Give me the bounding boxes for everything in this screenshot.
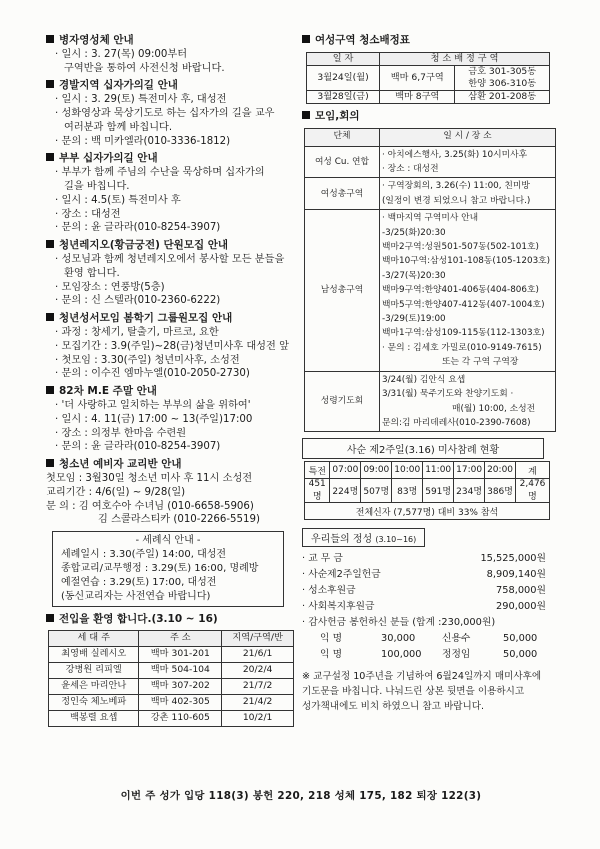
donor-name: 익 명: [320, 649, 343, 661]
detail-line: (일정이 변경 되었으니 참고 바랍니다.): [382, 195, 531, 206]
couple-line: · 문의 : 윤 글라라(010-8254-3907): [55, 222, 221, 234]
mass-title: 사순 제2주일(3.16) 미사참례 현황: [302, 438, 544, 459]
householder-cell: 백봉렬 요셉: [49, 710, 139, 726]
offering-label: · 사회복지후원금: [302, 601, 375, 613]
offering-period: (3.10~16): [375, 535, 417, 545]
me-title: 82차 M.E 주말 안내: [59, 385, 157, 398]
table-row: [305, 146, 556, 178]
group-cell: 여성총구역: [305, 178, 380, 210]
cross-line: 여러분과 함께 바칩니다.: [64, 121, 173, 133]
youth-line: 교리기간 : 4/6(일) ~ 9/28(일): [46, 486, 186, 498]
column-header: 주 소: [139, 630, 222, 646]
mass-count-cell: 83명: [392, 479, 423, 503]
table-row: [307, 65, 550, 90]
couple-line: 길을 바칩니다.: [64, 180, 130, 192]
detail-line: -3/29(토)19:00: [382, 314, 446, 325]
detail-line: 3/31(월) 묵주기도와 찬양기도회 ·: [382, 389, 514, 400]
column-header: 일 시 / 장 소: [380, 128, 556, 146]
couple-title: 부부 십자가의길 안내: [59, 152, 158, 165]
table-row: [305, 503, 550, 520]
notice-line: 성가책내에도 비치 하였으니 참고 바랍니다.: [302, 701, 485, 713]
anoint-title: 병자영성체 안내: [59, 34, 134, 46]
address-cell: 백마 402-305: [139, 694, 222, 710]
meetings-section: [302, 110, 558, 433]
notice-text: [302, 669, 558, 714]
detail-line: 금호 301-305동: [468, 65, 537, 77]
district-cell: 21/4/2: [222, 694, 294, 710]
detail-line: 백마9구역:한양401-406동(404-806호): [382, 285, 539, 296]
table-header-row: [305, 128, 556, 146]
baptism-line: 예절연습 : 3.29(토) 17:00, 대성전: [61, 577, 217, 589]
cross-title: 경발지역 십자가의길 안내: [59, 79, 178, 92]
baptism-title: - 세례식 안내 -: [135, 535, 201, 547]
district-cell: 21/7/2: [222, 678, 294, 694]
table-row: [305, 210, 556, 371]
anoint-line: 구역반을 통하여 사전신청 바랍니다.: [64, 62, 225, 74]
mass-time-cell: 07:00: [330, 462, 361, 479]
detail-line: · 아치에스행사, 3.25(화) 10시미사후: [382, 149, 528, 160]
baptism-line: (동신교리자는 사전연습 바랍니다): [61, 591, 211, 603]
cleaning-title: 여성구역 청소배정표: [315, 34, 410, 46]
anoint-line: · 일시 : 3. 27(목) 09:00부터: [55, 48, 188, 60]
square-bullet-icon: [46, 313, 54, 321]
couple-line: · 장소 : 대성전: [55, 208, 121, 220]
offering-amount: 290,000원: [496, 601, 546, 613]
column-header: 일 자: [307, 52, 380, 65]
group-cell: 남성총구역: [305, 210, 380, 371]
offering-list: [302, 551, 558, 663]
area-cell: 백마 6,7구역: [380, 65, 455, 90]
bible-line: · 문의 : 이수진 엠마누엘(010-2050-2730): [55, 368, 250, 380]
donor-row: [302, 631, 564, 647]
square-bullet-icon: [46, 35, 54, 43]
donor-name: 정정임: [442, 649, 471, 661]
welcome-section: [46, 613, 300, 727]
me-line: · 문의 : 윤 글라라(010-8254-3907): [55, 441, 221, 453]
table-header-row: [307, 52, 550, 65]
cross-section: [46, 79, 300, 148]
district-cell: 10/2/1: [222, 710, 294, 726]
detail-line: 3/24(월) 김안식 요셉: [382, 374, 466, 385]
detail-line: 매(월) 10:00, 소성전: [452, 403, 536, 414]
detail-cell: [455, 65, 550, 90]
mass-time-cell: 10:00: [392, 462, 423, 479]
mass-time-cell: 20:00: [485, 462, 516, 479]
table-row: [305, 371, 556, 432]
detail-line: · 백마지역 구역미사 안내: [382, 213, 479, 224]
youth-title: 청소년 예비자 교리반 안내: [59, 458, 182, 471]
table-row: [49, 710, 294, 726]
square-bullet-icon: [46, 80, 54, 88]
bible-title: 청년성서모임 봄학기 그룹원모집 안내: [59, 312, 233, 325]
me-section: [46, 385, 300, 454]
left-column: [46, 34, 300, 731]
legio-line: · 성모님과 함께 청년레지오에서 봉사할 모든 분들을: [55, 253, 285, 265]
square-bullet-icon: [46, 386, 54, 394]
offering-label: · 감사헌금 봉헌하신 분들 (합계 :230,000원): [302, 617, 496, 629]
table-row: [307, 90, 550, 103]
detail-line: · 장소 : 대성전: [382, 164, 439, 174]
youth-line: 문 의 : 김 여호수아 수녀님 (010-6658-5906): [46, 500, 254, 512]
table-header-row: [305, 462, 550, 479]
bible-line: · 과정 : 창세기, 탈출기, 마르코, 요한: [55, 326, 219, 338]
cleaning-section: [302, 34, 558, 104]
mass-count-cell: 2,476명: [516, 479, 550, 503]
table-row: [49, 694, 294, 710]
donor-amount: 30,000: [381, 633, 416, 645]
legio-line: · 문의 : 신 스텔라(010-2360-6222): [55, 295, 221, 307]
anoint-section: [46, 34, 300, 75]
column-header: 청 소 배 정 구 역: [380, 52, 550, 65]
detail-line: 또는 각 구역 구역장: [442, 357, 519, 368]
list-item: [302, 551, 546, 567]
district-cell: 20/2/4: [222, 662, 294, 678]
meetings-title: 모임,회의: [315, 109, 360, 122]
legio-title: 청년레지오(황금궁전) 단원모집 안내: [59, 239, 229, 252]
table-row: [49, 678, 294, 694]
detail-cell: [380, 210, 556, 371]
detail-cell: [380, 146, 556, 178]
table-row: [305, 479, 550, 503]
donor-name: 신용수: [442, 633, 471, 645]
mass-count-cell: 224명: [330, 479, 361, 503]
table-row: [305, 178, 556, 210]
mass-time-cell: 17:00: [454, 462, 485, 479]
offering-label: · 교 무 금: [302, 553, 343, 565]
table-row: [49, 646, 294, 662]
donor-amount: 100,000: [381, 649, 422, 661]
detail-line: 문의:김 마리데레사(010-2390-7608): [382, 417, 531, 428]
table-header-row: [49, 630, 294, 646]
date-cell: 3월24일(월): [307, 65, 380, 90]
me-line: · 장소 : 의정부 한마음 수련원: [55, 427, 187, 439]
householder-cell: 강병원 리피엘: [49, 662, 139, 678]
bible-section: [46, 312, 300, 381]
address-cell: 백마 504-104: [139, 662, 222, 678]
square-bullet-icon: [46, 153, 54, 161]
offering-label: · 성소후원금: [302, 585, 356, 597]
bible-line: · 모집기간 : 3.9(주일)~28(금)청년미사후 대성전 앞: [55, 340, 289, 352]
address-cell: 강촌 110-605: [139, 710, 222, 726]
detail-cell: 삼환 201-208동: [455, 90, 550, 103]
mass-attendance-table: [304, 461, 550, 520]
offering-title-box: [302, 528, 425, 547]
offering-amount: 15,525,000원: [480, 553, 546, 565]
offering-amount: 758,000원: [496, 585, 546, 597]
cross-line: · 일시 : 3. 29(토) 특전미사 후, 대성전: [55, 94, 227, 106]
group-cell: 성령기도회: [305, 371, 380, 432]
square-bullet-icon: [46, 459, 54, 467]
square-bullet-icon: [302, 111, 310, 119]
couple-line: · 부부가 함께 주님의 수난을 묵상하며 십자가의: [55, 167, 265, 179]
notice-line: 기도문을 바칩니다. 나눠드린 상본 뒷면을 이용하시고: [302, 686, 525, 698]
detail-line: -3/27(목)20:30: [382, 270, 446, 281]
donor-name: 익 명: [320, 633, 343, 645]
cross-line: · 성화영상과 묵상기도로 하는 십자가의 길을 교우: [55, 107, 275, 119]
column-header: 단체: [305, 128, 380, 146]
area-cell: 백마 8구역: [380, 90, 455, 103]
square-bullet-icon: [46, 614, 54, 622]
baptism-box: [52, 531, 284, 607]
me-line: · '더 사랑하고 일치하는 부부의 삶을 위하여': [55, 399, 251, 411]
mass-count-cell: 591명: [423, 479, 454, 503]
me-line: · 일시 : 4. 11(금) 17:00 ~ 13(주일)17:00: [55, 413, 253, 425]
list-item: [302, 599, 546, 615]
date-cell: 3월28일(금): [307, 90, 380, 103]
address-cell: 백마 307-202: [139, 678, 222, 694]
offering-title: 우리들의 정성: [311, 534, 373, 546]
offering-label: · 사순제2주일헌금: [302, 569, 381, 581]
table-row: [49, 662, 294, 678]
detail-cell: [380, 178, 556, 210]
square-bullet-icon: [302, 35, 310, 43]
square-bullet-icon: [46, 240, 54, 248]
baptism-line: 종합교리/교무행정 : 3.29(토) 16:00, 명례방: [61, 563, 259, 575]
youth-line: 김 스콜라스티카 (010-2266-5519): [98, 514, 260, 526]
mass-count-cell: 386명: [485, 479, 516, 503]
district-cell: 21/6/1: [222, 646, 294, 662]
householder-cell: 최영배 실레시오: [49, 646, 139, 662]
legio-line: · 모임장소 : 연풍방(5층): [55, 281, 165, 293]
donor-amount: 50,000: [503, 633, 538, 645]
mass-count-cell: 451명: [305, 479, 330, 503]
detail-line: 백마1구역:삼성109-115동(112-1303호): [382, 328, 545, 339]
meetings-table: [304, 128, 556, 433]
mass-time-cell: 11:00: [423, 462, 454, 479]
legio-section: [46, 239, 300, 308]
cross-line: · 문의 : 백 미카엘라(010-3336-1812): [55, 135, 231, 147]
detail-line: -3/25(화)20:30: [382, 227, 446, 238]
list-item: [302, 583, 546, 599]
couple-cross-section: [46, 152, 300, 235]
baptism-line: 세례일시 : 3.30(주일) 14:00, 대성전: [61, 549, 227, 561]
column-header: 세 대 주: [49, 630, 139, 646]
donor-row: [302, 647, 564, 663]
list-item: [302, 615, 546, 631]
mass-time-cell: 09:00: [361, 462, 392, 479]
legio-line: 환영 합니다.: [64, 267, 120, 279]
welcome-table: [48, 630, 294, 727]
hymn-footer: 이번 주 성가 입당 118(3) 봉헌 220, 218 성체 175, 182 퇴장 122(3): [120, 790, 482, 802]
householder-cell: 윤세은 마리안나: [49, 678, 139, 694]
detail-line: · 문의 : 김세호 가밀로(010-9149-7615): [382, 342, 542, 353]
detail-line: 백마5구역:한양407-412동(407-1004호): [382, 299, 545, 310]
bible-line: · 첫모임 : 3.30(주일) 청년미사후, 소성전: [55, 354, 240, 366]
welcome-title: 전입을 환영 합니다.(3.10 ~ 16): [59, 613, 218, 626]
mass-count-cell: 234명: [454, 479, 485, 503]
householder-cell: 정인숙 체노베파: [49, 694, 139, 710]
cleaning-table: [306, 52, 550, 104]
youth-line: 첫모임 : 3월30일 청소년 미사 후 11시 소성전: [46, 472, 253, 484]
offering-amount: 8,909,140원: [486, 569, 546, 581]
list-item: [302, 567, 546, 583]
right-column: [302, 34, 558, 714]
detail-line: 백마10구역:삼성101-108동(105-1203호): [382, 256, 551, 267]
detail-line: 백마2구역:성원501-507동(502-101호): [382, 242, 539, 253]
mass-time-cell: 계: [516, 462, 550, 479]
detail-line: · 구역장회의, 3.26(수) 11:00, 친미방: [382, 181, 530, 192]
detail-line: 한양 306-310동: [468, 77, 537, 89]
detail-cell: [380, 371, 556, 432]
group-cell: 여성 Cu. 연합: [305, 146, 380, 178]
address-cell: 백마 301-201: [139, 646, 222, 662]
mass-summary-cell: 전체신자 (7,577명) 대비 33% 참석: [305, 503, 550, 520]
donor-amount: 50,000: [503, 649, 538, 661]
mass-time-cell: 특전: [305, 462, 330, 479]
mass-count-cell: 507명: [361, 479, 392, 503]
couple-line: · 일시 : 4.5(토) 특전미사 후: [55, 194, 181, 206]
youth-section: [46, 458, 300, 527]
column-header: 지역/구역/반: [222, 630, 294, 646]
notice-line: ※ 교구설정 10주년을 기념하여 6월24일까지 매미사후에: [302, 671, 542, 683]
